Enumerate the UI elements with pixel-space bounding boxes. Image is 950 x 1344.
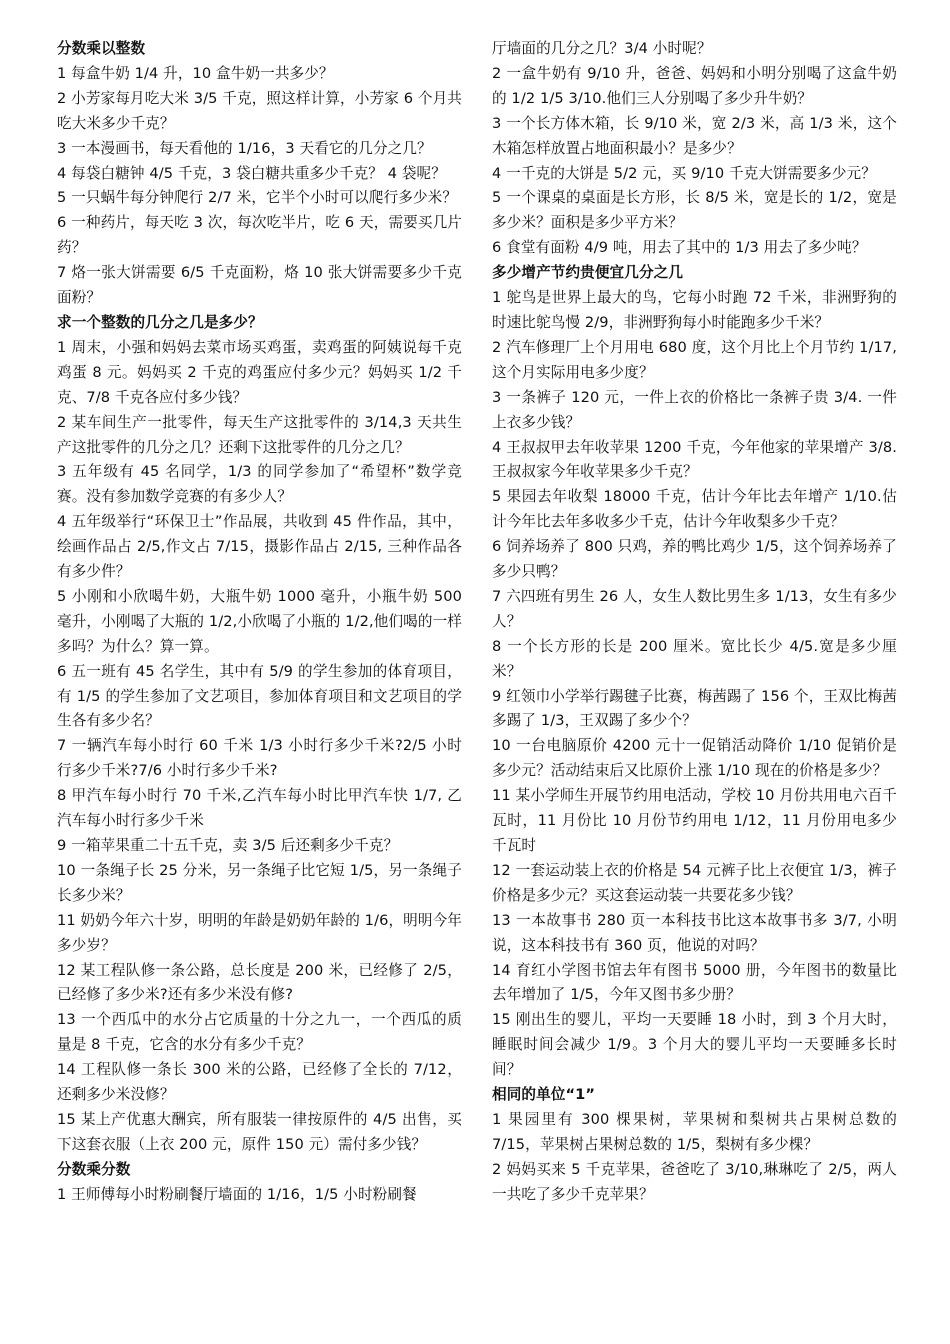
problem-item: 厅墙面的几分之几？3/4 小时呢？: [492, 40, 712, 57]
problem-item: 3 五年级有 45 名同学，1/3 的同学参加了“希望杯”数学竞赛。没有参加数学竞赛的有多少人？: [57, 463, 462, 506]
problem-item: 2 某车间生产一批零件，每天生产这批零件的 3/14,3 天共生产这批零件的几分之几？还剩下这批零件的几分之几？: [57, 413, 462, 456]
right-column: [492, 37, 897, 1208]
section-heading: 求一个整数的几分之几是多少？: [57, 313, 263, 331]
problem-item: 6 五一班有 45 名学生，其中有 5/9 的学生参加的体育项目，有 1/5 的学生参加了文艺项目，参加体育项目和文艺项目的学生各有多少名？: [57, 662, 462, 730]
problem-item: 4 王叔叔甲去年收苹果 1200 千克，今年他家的苹果增产 3/8.王叔叔家今年收苹果多少千克？: [492, 438, 897, 481]
problem-item: 11 奶奶今年六十岁，明明的年龄是奶奶年龄的 1/6，明明今年多少岁？: [57, 911, 462, 954]
problem-item: 7 一辆汽车每小时行 60 千米 1/3 小时行多少千米?2/5 小时行多少千米?7/6 小时行多少千米?: [57, 737, 462, 780]
problem-item: 11 某小学师生开展节约用电活动，学校 10 月份共用电六百千瓦时，11 月份比 10 月份节约用电 1/12，11 月份用电多少千瓦时: [492, 787, 897, 854]
problem-item: 5 果园去年收梨 18000 千克，估计今年比去年增产 1/10.估计今年比去年多收多少千克，估计今年收梨多少千克？: [492, 488, 897, 531]
problem-item: 4 每袋白糖钟 4/5 千克，3 袋白糖共重多少千克？ 4 袋呢？: [57, 164, 446, 182]
problem-item: 13 一个西瓜中的水分占它质量的十分之九一，一个西瓜的质量是 8 千克，它含的水分有多少千克？: [57, 1011, 462, 1054]
problem-item: 8 一个长方形的长是 200 厘米。宽比长少 4/5.宽是多少厘米？: [492, 637, 897, 680]
problem-item: 1 周末，小强和妈妈去菜市场买鸡蛋，卖鸡蛋的阿姨说每千克鸡蛋 8 元。妈妈买 2 千克的鸡蛋应付多少元？妈妈买 1/2 千克、7/8 千克各应付多少钱？: [57, 338, 462, 406]
problem-item: 15 某上产优惠大酬宾，所有服装一律按原件的 4/5 出售，买下这套衣服（上衣 200 元，原件 150 元）需付多少钱？: [57, 1110, 462, 1153]
problem-item: 4 五年级举行“环保卫士”作品展，共收到 45 件作品，其中，绘画作品占 2/5,作文占 7/15，摄影作品占 2/15, 三种作品各有多少件？: [57, 513, 462, 581]
problem-item: 5 一只蜗牛每分钟爬行 2/7 米，它半个小时可以爬行多少米？: [57, 189, 458, 207]
problem-item: 1 每盒牛奶 1/4 升，10 盒牛奶一共多少？: [57, 64, 334, 82]
section-heading: 分数乘以整数: [57, 40, 146, 57]
problem-item: 2 小芳家每月吃大米 3/5 千克，照这样计算，小芳家 6 个月共吃大米多少千克？: [57, 89, 462, 132]
problem-item: 6 一种药片，每天吃 3 次，每次吃半片，吃 6 天，需要买几片药？: [57, 214, 462, 257]
problem-item: 10 一条绳子长 25 分米，另一条绳子比它短 1/5，另一条绳子长多少米？: [57, 861, 462, 904]
problem-item: 1 王师傅每小时粉刷餐厅墙面的 1/16，1/5 小时粉刷餐: [57, 1185, 417, 1203]
problem-item: 9 一箱苹果重二十五千克，卖 3/5 后还剩多少千克？: [57, 837, 399, 854]
problem-item: 5 小刚和小欣喝牛奶，大瓶牛奶 1000 毫升，小瓶牛奶 500 毫升，小刚喝了大瓶的 1/2,小欣喝了小瓶的 1/2,他们喝的一样多吗？为什么？算一算。: [57, 587, 462, 655]
problem-item: 2 妈妈买来 5 千克苹果，爸爸吃了 3/10,琳琳吃了 2/5，两人一共吃了多少千克苹果？: [492, 1160, 897, 1203]
problem-item: 1 果园里有 300 棵果树，苹果树和梨树共占果树总数的 7/15，苹果树占果树总数的 1/5，梨树有多少棵？: [492, 1110, 897, 1153]
problem-item: 13 一本故事书 280 页一本科技书比这本故事书多 3/7, 小明说，这本科技书有 360 页，他说的对吗？: [492, 911, 897, 954]
problem-item: 3 一条裤子 120 元，一件上衣的价格比一条裤子贵 3/4. 一件上衣多少钱？: [492, 388, 897, 431]
problem-item: 2 一盒牛奶有 9/10 升，爸爸、妈妈和小明分别喝了这盒牛奶的 1/2 1/5 3/10.他们三人分别喝了多少升牛奶？: [492, 64, 897, 107]
problem-item: 4 一千克的大饼是 5/2 元，买 9/10 千克大饼需要多少元？: [492, 164, 876, 182]
problem-item: 6 食堂有面粉 4/9 吨，用去了其中的 1/3 用去了多少吨？: [492, 239, 867, 257]
problem-item: 12 一套运动装上衣的价格是 54 元裤子比上衣便宜 1/3，裤子价格是多少元？买这套运动装一共要花多少钱？: [492, 861, 897, 904]
problem-item: 8 甲汽车每小时行 70 千米,乙汽车每小时比甲汽车快 1/7, 乙汽车每小时行多少千米: [57, 787, 462, 830]
problem-item: 12 某工程队修一条公路，总长度是 200 米，已经修了 2/5，已经修了多少米?还有多少米没有修?: [57, 961, 462, 1004]
problem-item: 7 六四班有男生 26 人，女生人数比男生多 1/13，女生有多少人？: [492, 587, 897, 630]
problem-item: 3 一个长方体木箱，长 9/10 米，宽 2/3 米，高 1/3 米，这个木箱怎样放置占地面积最小？是多少？: [492, 114, 897, 157]
problem-item: 3 一本漫画书，每天看他的 1/16，3 天看它的几分之几？: [57, 139, 432, 157]
left-column: [57, 37, 462, 1208]
problem-item: 14 工程队修一条长 300 米的公路，已经修了全长的 7/12，还剩多少米没修？: [57, 1061, 462, 1104]
problem-item: 2 汽车修理厂上个月用电 680 度，这个月比上个月节约 1/17,这个月实际用电多少度？: [492, 338, 897, 381]
problem-item: 9 红领巾小学举行踢毽子比赛，梅茜踢了 156 个，王双比梅茜多踢了 1/3，王双踢了多少个？: [492, 687, 897, 730]
problem-item: 14 育红小学图书馆去年有图书 5000 册，今年图书的数量比去年增加了 1/5，今年又图书多少册？: [492, 961, 897, 1004]
problem-item: 15 刚出生的婴儿，平均一天要睡 18 小时，到 3 个月大时，睡眠时间会减少 1/9。3 个月大的婴儿平均一天要睡多长时间？: [492, 1011, 897, 1079]
problem-item: 7 烙一张大饼需要 6/5 千克面粉，烙 10 张大饼需要多少千克面粉？: [57, 264, 462, 307]
problem-item: 1 鸵鸟是世界上最大的鸟，它每小时跑 72 千米，非洲野狗的时速比鸵鸟慢 2/9，非洲野狗每小时能跑多少千米？: [492, 289, 897, 331]
section-heading: 多少增产节约贵便宜几分之几: [492, 264, 684, 282]
section-heading: 相同的单位“1”: [492, 1086, 596, 1104]
problem-item: 10 一台电脑原价 4200 元十一促销活动降价 1/10 促销价是多少元？活动结束后又比原价上涨 1/10 现在的价格是多少？: [492, 737, 897, 780]
section-heading: 分数乘分数: [57, 1160, 131, 1178]
problem-item: 5 一个课桌的桌面是长方形，长 8/5 米，宽是长的 1/2，宽是多少米？面积是多少平方米？: [492, 189, 897, 232]
problem-item: 6 饲养场养了 800 只鸡，养的鸭比鸡少 1/5，这个饲养场养了多少只鸭？: [492, 538, 897, 581]
